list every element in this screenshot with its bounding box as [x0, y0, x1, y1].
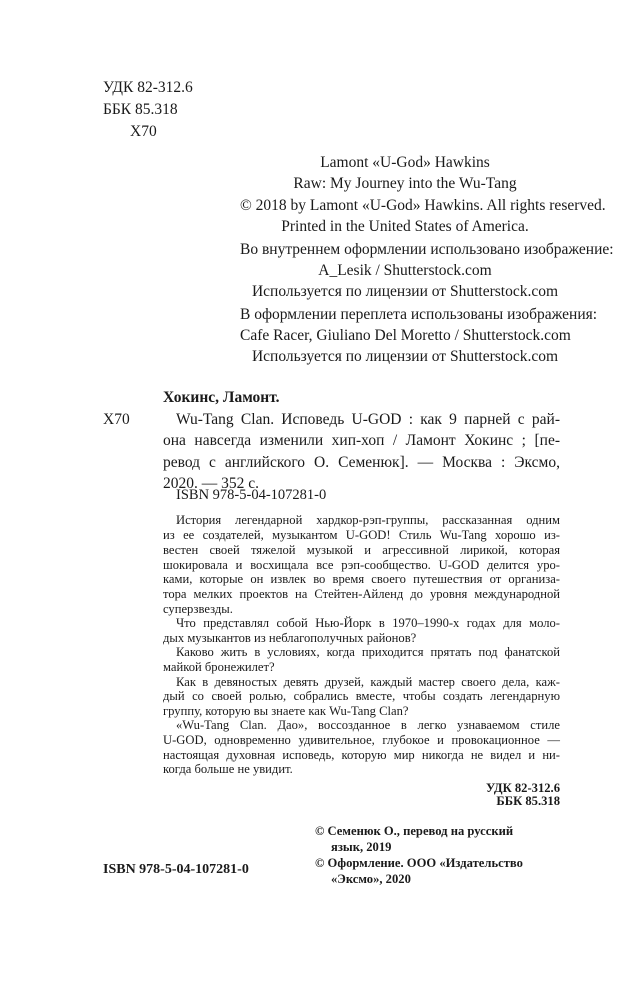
annotation-line: шокировала и восхищала все рэп-сообщество. U-GOD делится уро- — [163, 558, 560, 572]
footer-udk: УДК 82-312.6 — [485, 781, 560, 795]
annotation-line: U-GOD, одновременно удивительное, глубокое и провокационное — — [163, 733, 560, 747]
translation-copyright: © Семенюк О., перевод на русский — [315, 824, 514, 838]
design-copyright: © Оформление. ООО «Издательство — [315, 856, 523, 870]
annotation-line: когда больше не увидит. — [163, 762, 293, 776]
annotation-line: «Wu-Tang Clan. Дао», воссозданное в легко узнаваемом стиле — [176, 718, 560, 732]
interior-image-credit: Используется по лицензии от Shutterstock.com — [251, 283, 559, 300]
translation-copyright: язык, 2019 — [331, 840, 392, 854]
annotation-line: Что представлял собой Нью-Йорк в 1970–1990-х годах для моло- — [176, 616, 560, 630]
cover-image-credit: Используется по лицензии от Shutterstock.com — [251, 348, 559, 365]
interior-image-credit: Во внутреннем оформлении использовано изображение: — [240, 241, 614, 258]
catalog-description-line: Wu-Tang Clan. Исповедь U-GOD : как 9 парней с рай- — [176, 411, 560, 428]
annotation-line: вестен своей тяжелой музыкой и агрессивной лирикой, которая — [163, 543, 560, 557]
annotation-line: настоящая духовная исповедь, которую мир никогда не видел и ни- — [163, 748, 560, 762]
copyright-line: © 2018 by Lamont «U-God» Hawkins. All rights reserved. — [240, 197, 606, 214]
catalog-isbn: ISBN 978-5-04-107281-0 — [176, 487, 327, 503]
printed-line: Printed in the United States of America. — [281, 218, 529, 235]
udk-code: УДК 82-312.6 — [103, 79, 193, 96]
annotation-line: группу, которую вы знаете как Wu-Tang Clan? — [163, 704, 409, 718]
cover-image-credit: Cafe Racer, Giuliano Del Moretto / Shutterstock.com — [240, 327, 571, 344]
original-author: Lamont «U-God» Hawkins — [320, 154, 490, 171]
cover-image-credit: В оформлении переплета использованы изображения: — [240, 306, 598, 323]
interior-image-credit: A_Lesik / Shutterstock.com — [318, 262, 492, 279]
design-copyright: «Эксмо», 2020 — [331, 872, 411, 886]
annotation-line: дых музыкантов из неблагополучных районов? — [163, 631, 417, 645]
annotation-line: Как в девяностых девять друзей, каждый мастер своего дела, каж- — [176, 675, 560, 689]
original-title: Raw: My Journey into the Wu-Tang — [293, 175, 517, 192]
annotation-line: суперзвезды. — [163, 602, 233, 616]
annotation-line: дый со своей ролью, собрались вместе, чтобы создать легендарную — [163, 689, 560, 703]
catalog-description-line: она навсегда изменили хип-хоп / Ламонт Хокинс ; [пе- — [163, 432, 560, 449]
annotation-line: из ее создателей, музыкантом U-GOD! Стиль Wu-Tang хорошо из- — [163, 528, 560, 542]
catalog-description-line: ревод с английского О. Семенюк]. — Москва : Эксмо, — [163, 454, 560, 471]
bbk-code: ББК 85.318 — [103, 101, 178, 118]
annotation-line: История легендарной хардкор-рэп-группы, рассказанная одним — [176, 513, 560, 527]
footer-bbk: ББК 85.318 — [496, 794, 560, 808]
footer-isbn: ISBN 978-5-04-107281-0 — [103, 862, 249, 877]
author-sign: Х70 — [130, 123, 157, 140]
catalog-author-heading: Хокинс, Ламонт. — [163, 389, 280, 406]
annotation-line: тора мелких проектов на Стейтен-Айленд до уровня международной — [163, 587, 560, 601]
annotation-line: Каково жить в условиях, когда приходится прятать под фанатской — [176, 645, 560, 659]
annotation-line: ками, которые он извлек во время своего путешествия от организа- — [163, 572, 560, 586]
catalog-description-line: 2020. — 352 с. — [163, 475, 260, 492]
catalog-author-sign: Х70 — [103, 411, 130, 428]
annotation-line: майкой бронежилет? — [163, 660, 275, 674]
